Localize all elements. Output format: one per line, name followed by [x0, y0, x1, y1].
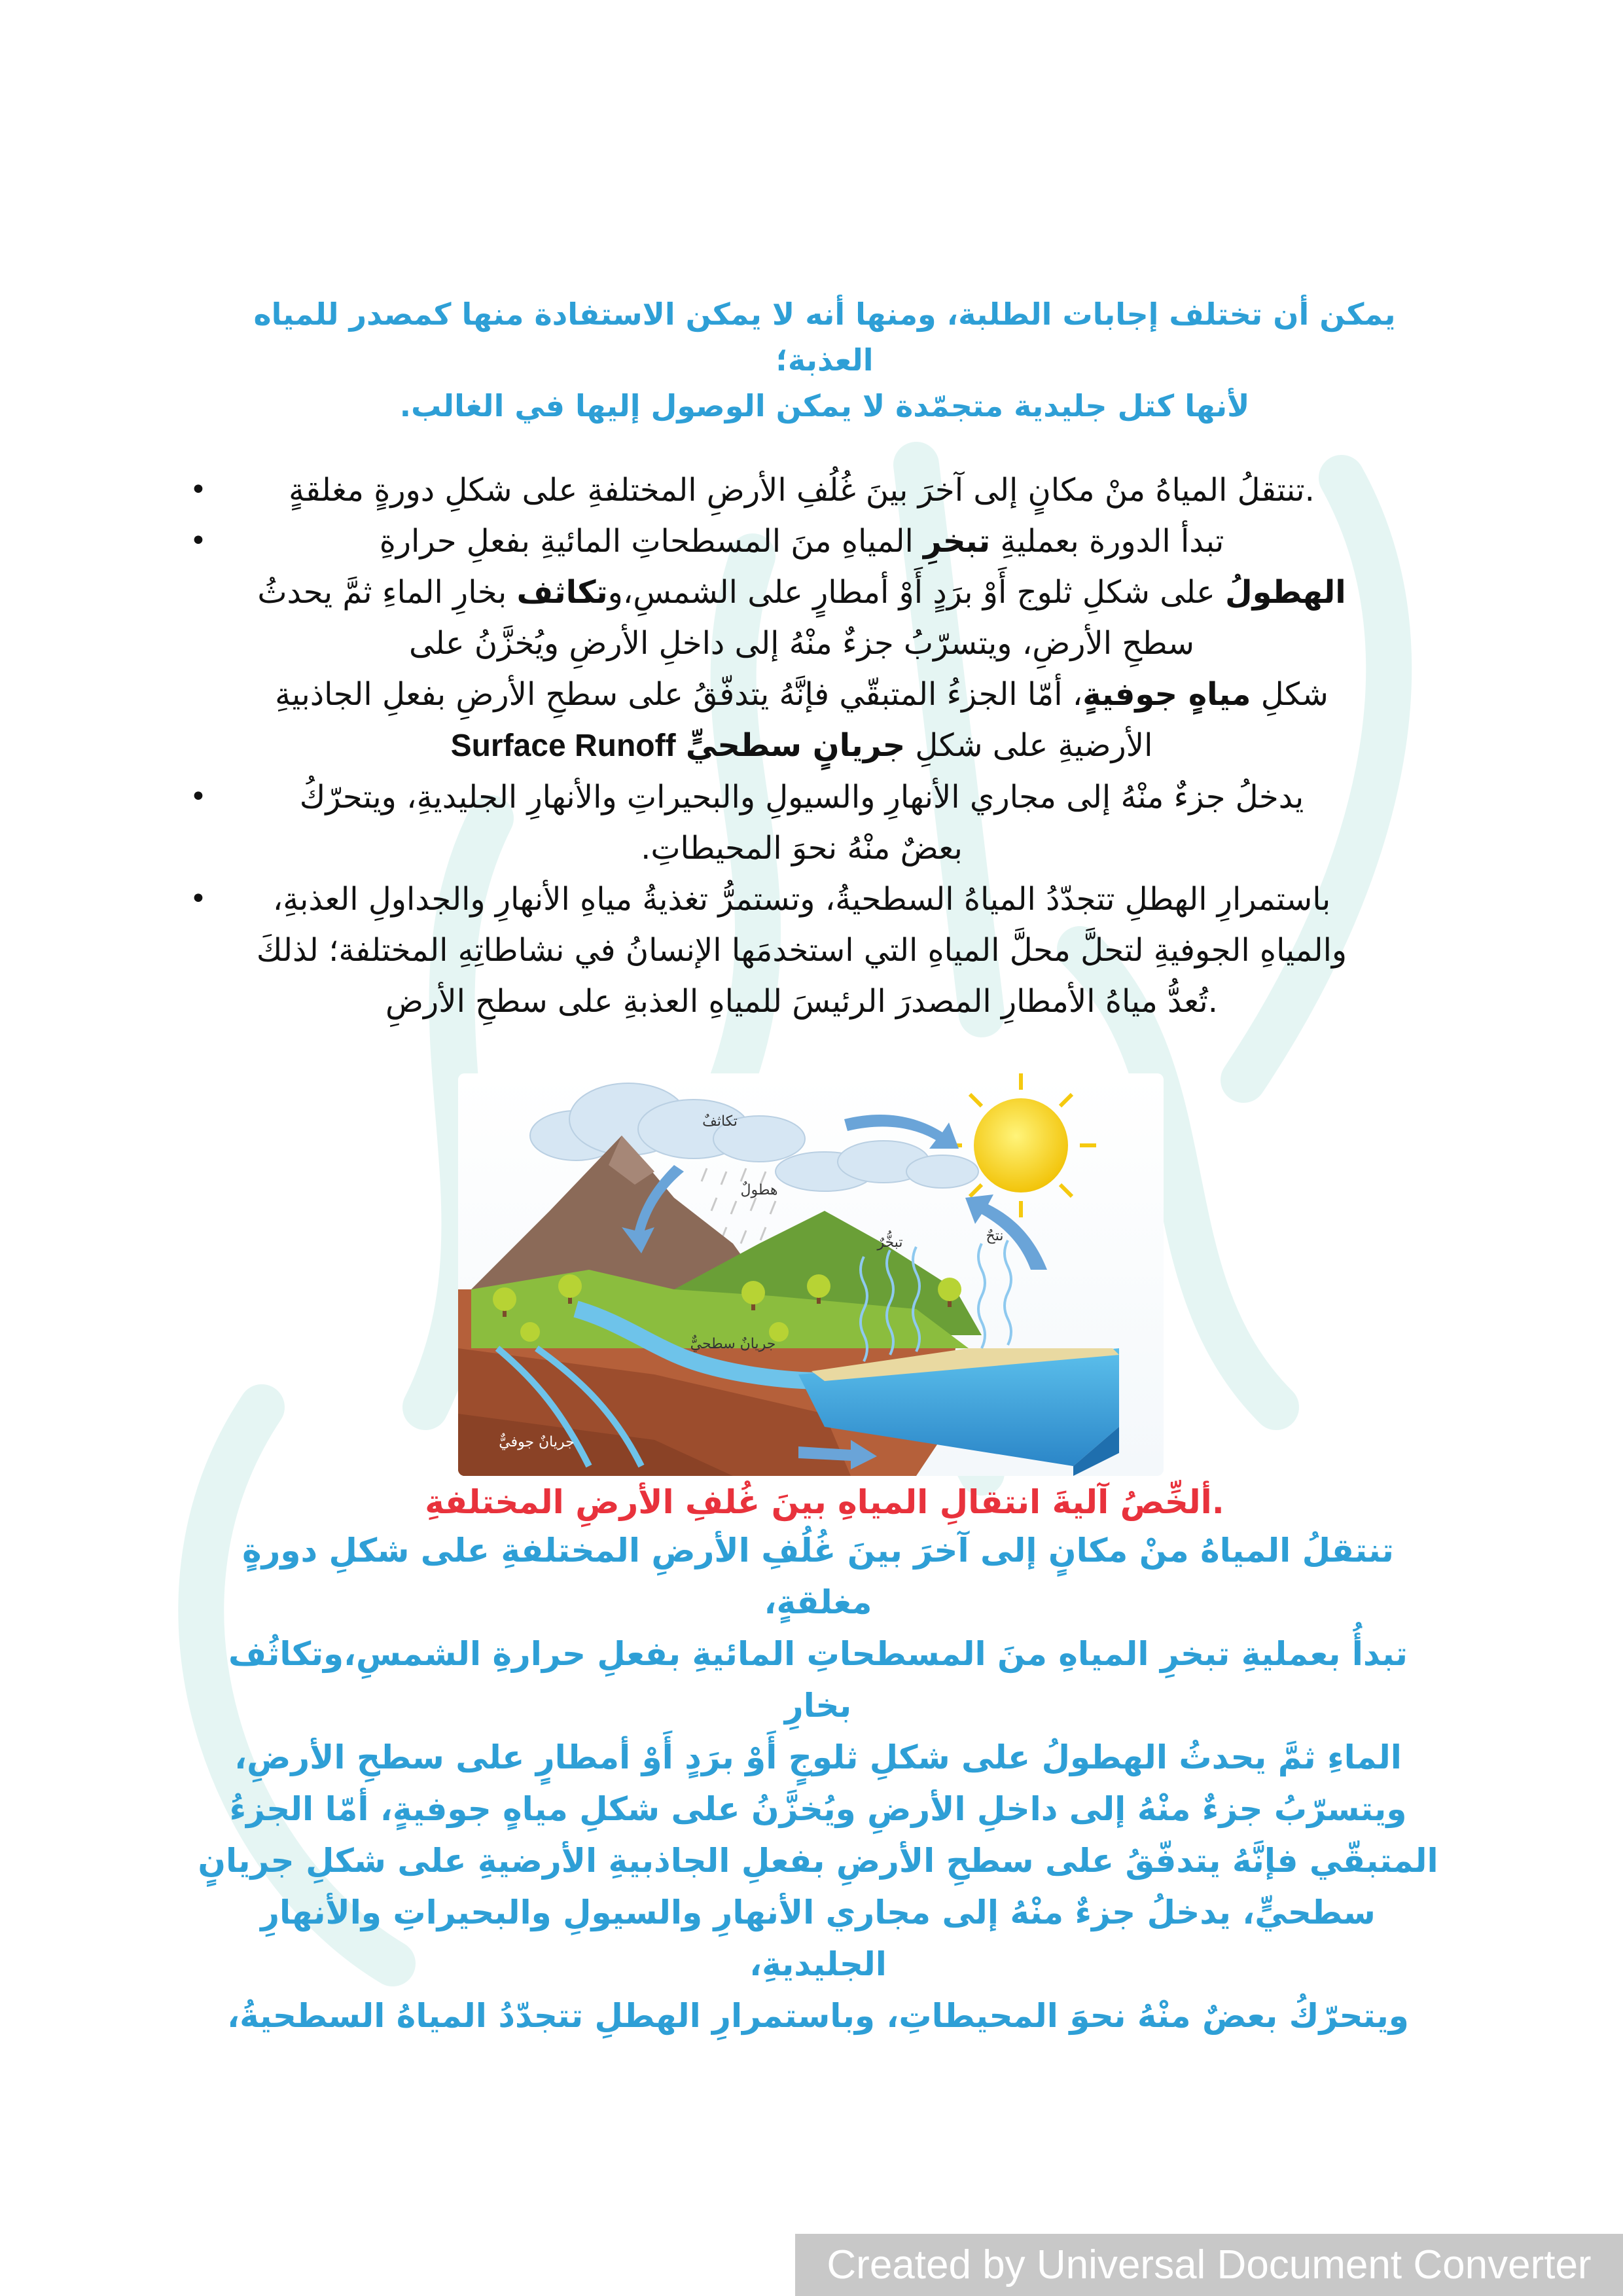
water-cycle-bullets — [216, 465, 1427, 1027]
label-precipitation: هطولٌ — [740, 1182, 778, 1198]
label-transpiration: نتحٌ — [986, 1228, 1004, 1244]
bullet-1: • .تنتقلُ المياهُ منْ مكانٍ إلى آخرَ بينَ غُلُفِ الأرضِ المختلفةِ على شكلِ دورةٍ مغلقةٍ — [216, 465, 1387, 516]
summary-line: ويتسرّبُ جزءٌ منْهُ إلى داخلِ الأرضِ ويُخزَّنُ على شكلِ مياهٍ جوفيةٍ، أمّا الجزءُ — [229, 1790, 1407, 1828]
bullet-2-line-3: الهطولُ على شكلِ ثلوج أَوْ برَدٍ أَوْ أمطارٍ على الشمسِ،وتكاثف بخارِ الماءِ ثمَّ يحدثُ — [257, 574, 1346, 611]
bullet-4: • باستمرارِ الهطلِ تتجدّدُ المياهُ السطحيةُ، وتستمرُّ تغذيةُ مياهِ الأنهارِ والجداولِ العذبةِ، والمياهِ الجوفيةِ لتحلَّ محلَّ المياهِ التي استخدمَها الإنسانُ في نشاطاتِهِ المختلفة؛ لذلكَ .تُعدُّ مياهُ الأمطارِ المصدرَ الرئيسَ للمياهِ العذبةِ على سطحِ الأرضِ — [216, 874, 1387, 1027]
label-groundwater: جريانٌ جوفيٌّ — [499, 1434, 575, 1450]
converter-footer: Created by Universal Document Converter — [795, 2234, 1623, 2296]
summary-line: الماءِ ثمَّ يحدثُ الهطولُ على شكلِ ثلوجٍ أَوْ برَدٍ أَوْ أمطارٍ على سطحِ الأرضِ، — [234, 1738, 1402, 1776]
label-surface-runoff: جريانٌ سطحيٌّ — [690, 1336, 776, 1352]
bullet-2-line-4: سطحِ الأرضِ، ويتسرّبُ جزءٌ منْهُ إلى داخلِ الأرضِ ويُخزَّنُ على — [409, 625, 1194, 662]
keyword-condensation: تكاثف — [516, 574, 608, 611]
intro-line-1: يمكن أن تختلف إجابات الطلبة، ومنها أنه لا يمكن الاستفادة منها كمصدر للمياه العذبة؛ — [253, 296, 1396, 378]
summary-line: تنتقلُ المياهُ منْ مكانٍ إلى آخرَ بينَ غُلُفِ الأرضِ المختلفةِ على شكلِ دورةٍ مغلقةٍ، — [242, 1532, 1394, 1621]
keyword-groundwater: مياهٍ جوفيةٍ — [1082, 676, 1251, 713]
intro-answer — [216, 291, 1433, 429]
surface-runoff-english: Surface Runoff — [450, 728, 676, 763]
intro-line-2: لأنها كتل جليدية متجمّدة لا يمكن الوصول إليها في الغالب. — [399, 388, 1250, 423]
bullet-2-line-5: شكلِ مياهٍ جوفيةٍ، أمّا الجزءُ المتبقّي فإنَّهُ يتدفّقُ على سطحِ الأرضِ بفعلِ الجاذبيةِ — [275, 676, 1329, 713]
label-evaporation: تبخُّرٌ — [877, 1234, 903, 1251]
summary-line: سطحيٍّ، يدخلُ جزءٌ منْهُ إلى مجاري الأنهارِ والسيولِ والبحيراتِ والأنهارِ الجليديةِ، — [260, 1893, 1376, 1983]
keyword-surface-runoff: جريانٍ سطحيٍّ — [685, 727, 906, 764]
water-cycle-diagram — [458, 1073, 1164, 1476]
bullet-3: • يدخلُ جزءٌ منْهُ إلى مجاري الأنهارِ والسيولِ والبحيراتِ والأنهارِ الجليديةِ، ويتحرّكُ بعضٌ منْهُ نحوَ المحيطاتِ. — [216, 772, 1387, 874]
keyword-precipitation: الهطولُ — [1225, 574, 1346, 611]
summary-title: .ألخِّصُ آليةَ انتقالِ المياهِ بينَ غُلفِ الأرضِ المختلفةِ — [425, 1483, 1224, 1521]
summary-line: تبدأُ بعمليةِ تبخرِ المياهِ منَ المسطحاتِ المائيةِ بفعلِ حرارةِ الشمسِ،وتكاثُف بخارِ — [228, 1635, 1408, 1725]
summary-line: المتبقّي فإنَّهُ يتدفّقُ على سطحِ الأرضِ بفعلِ الجاذبيةِ الأرضيةِ على شكلِ جريانٍ — [198, 1842, 1438, 1880]
summary-paragraph — [196, 1525, 1440, 2042]
bullet-2-line-6: الأرضيةِ على شكلِ جريانٍ سطحيٍّ Surface Runoff — [450, 727, 1153, 764]
bullet-2: • تبدأ الدورة بعمليةِ تبخرِ المياهِ منَ المسطحاتِ المائيةِ بفعلِ حرارةِ — [216, 516, 1387, 567]
label-condensation: تكاثفٌ — [702, 1113, 738, 1130]
summary-line: ويتحرّكُ بعضٌ منْهُ نحوَ المحيطاتِ، وباستمرارِ الهطلِ تتجدّدُ المياهُ السطحيةُ، — [227, 1997, 1409, 2035]
keyword-evaporation: تبخرِ — [923, 523, 991, 560]
